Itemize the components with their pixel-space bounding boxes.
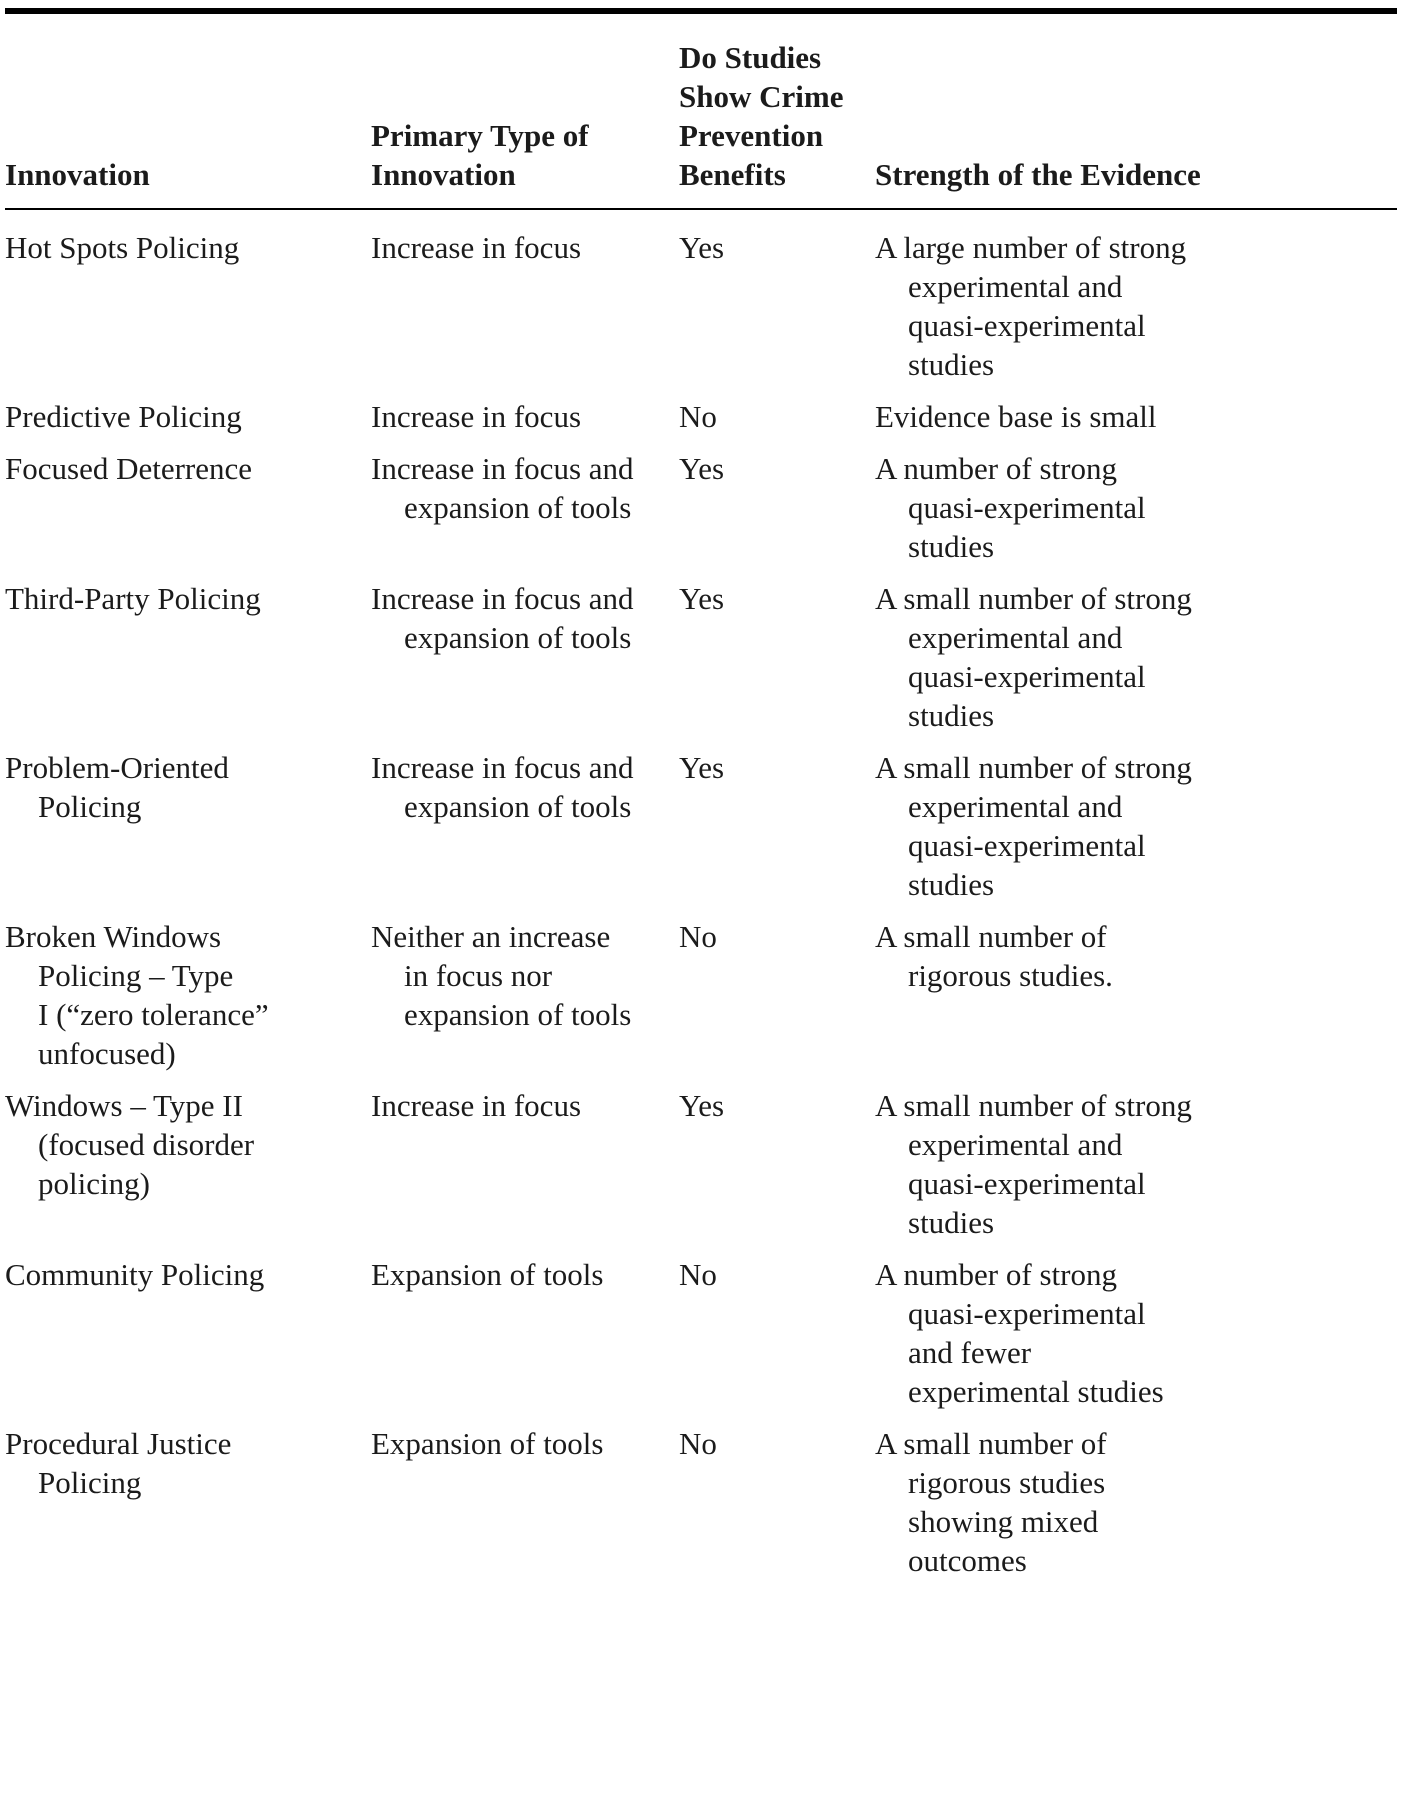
cell-text-line: and fewer [908,1335,1032,1370]
table-cell [875,397,1397,436]
cell-text-line: quasi-experimental [908,490,1146,525]
cell-text-line: Community Policing [5,1257,265,1292]
cell-text-line: studies [908,347,995,382]
cell-text-line: Yes [679,1088,725,1123]
cell-text-line: quasi-experimental [908,1166,1146,1201]
table-cell [371,449,679,527]
cell-text-line: A small number of strong [875,1088,1192,1123]
table-cell [875,917,1397,995]
table-cell [679,449,875,488]
cell-text-line: A number of strong [875,1257,1117,1292]
table-cell [5,748,371,826]
cell-text-line: A small number of strong [875,750,1192,785]
cell-text-line: expansion of tools [404,789,632,824]
cell-text-line: quasi-experimental [908,828,1146,863]
cell-text-line: Increase in focus and [371,451,634,486]
cell-text-line: experimental and [908,269,1123,304]
cell-text-line: Increase in focus and [371,581,634,616]
cell-text-line: A small number of [875,1426,1107,1461]
cell-text-line: Problem-Oriented [5,750,229,785]
table-row [5,579,1397,748]
cell-text-line: quasi-experimental [908,1296,1146,1331]
cell-text-line: A number of strong [875,451,1117,486]
cell-text-line: showing mixed [908,1504,1099,1539]
table-cell [875,748,1397,904]
table-body [5,210,1397,1593]
table-cell [5,397,371,436]
table-cell [679,579,875,618]
cell-text-line: Hot Spots Policing [5,230,240,265]
cell-text-line: Policing [38,789,142,824]
table-cell [371,397,679,436]
table-cell [679,228,875,267]
cell-text-line: Increase in focus [371,230,582,265]
cell-text-line: Focused Deterrence [5,451,253,486]
header-text-line: Do Studies [679,40,822,75]
table-header-row [5,38,1397,210]
header-cell [5,155,371,194]
table-cell [371,1424,679,1463]
cell-text-line: quasi-experimental [908,659,1146,694]
cell-text-line: in focus nor [404,958,553,993]
cell-text-line: Evidence base is small [875,399,1157,434]
cell-text-line: experimental and [908,789,1123,824]
table-cell [875,1086,1397,1242]
table-cell [371,1255,679,1294]
table-cell [371,748,679,826]
header-text-line: Benefits [679,157,786,192]
table-cell [679,748,875,787]
table-cell [679,1086,875,1125]
cell-text-line: No [679,1257,717,1292]
table-cell [679,917,875,956]
cell-text-line: Yes [679,750,725,785]
cell-text-line: policing) [38,1166,150,1201]
cell-text-line: A small number of [875,919,1107,954]
table-cell [679,1255,875,1294]
table-cell [875,228,1397,384]
header-cell [875,155,1397,194]
table-cell [5,579,371,618]
header-cell [371,116,679,194]
cell-text-line: Third-Party Policing [5,581,261,616]
cell-text-line: A large number of strong [875,230,1187,265]
table-cell [875,1424,1397,1580]
table-row [5,748,1397,917]
header-text-line: Innovation [5,157,150,192]
table-cell [5,917,371,1073]
cell-text-line: rigorous studies [908,1465,1106,1500]
header-text-line: Primary Type of [371,118,589,153]
cell-text-line: studies [908,529,995,564]
header-text-line: Prevention [679,118,824,153]
table-row [5,1086,1397,1255]
cell-text-line: Policing [38,1465,142,1500]
cell-text-line: Yes [679,581,725,616]
table-cell [371,228,679,267]
cell-text-line: Increase in focus and [371,750,634,785]
header-cell [679,38,875,194]
cell-text-line: Broken Windows [5,919,222,954]
cell-text-line: experimental and [908,1127,1123,1162]
table-cell [679,397,875,436]
cell-text-line: Procedural Justice [5,1426,232,1461]
table-row [5,1255,1397,1424]
table-cell [875,449,1397,566]
cell-text-line: expansion of tools [404,997,632,1032]
cell-text-line: quasi-experimental [908,308,1146,343]
cell-text-line: A small number of strong [875,581,1192,616]
cell-text-line: (focused disorder [38,1127,255,1162]
table-row [5,1424,1397,1593]
table-cell [875,579,1397,735]
table-cell [5,1255,371,1294]
table-cell [371,1086,679,1125]
table-row [5,397,1397,449]
header-text-line: Strength of the Evidence [875,157,1201,192]
cell-text-line: I (“zero tolerance” [38,997,269,1032]
table-top-rule [5,8,1397,14]
cell-text-line: experimental and [908,620,1123,655]
table-cell [679,1424,875,1463]
cell-text-line: Yes [679,451,725,486]
cell-text-line: experimental studies [908,1374,1164,1409]
cell-text-line: Increase in focus [371,1088,582,1123]
table-cell [5,1086,371,1203]
cell-text-line: studies [908,698,995,733]
cell-text-line: studies [908,867,995,902]
table-cell [371,579,679,657]
cell-text-line: Predictive Policing [5,399,242,434]
cell-text-line: expansion of tools [404,490,632,525]
header-text-line: Innovation [371,157,516,192]
cell-text-line: No [679,399,717,434]
cell-text-line: studies [908,1205,995,1240]
table-cell [5,1424,371,1502]
header-text-line: Show Crime [679,79,844,114]
table-row [5,917,1397,1086]
cell-text-line: outcomes [908,1543,1027,1578]
table-cell [5,449,371,488]
cell-text-line: Windows – Type II [5,1088,243,1123]
table-row [5,449,1397,579]
table-cell [371,917,679,1034]
table-cell [5,228,371,267]
cell-text-line: Yes [679,230,725,265]
cell-text-line: Policing – Type [38,958,234,993]
cell-text-line: No [679,1426,717,1461]
cell-text-line: Expansion of tools [371,1257,604,1292]
cell-text-line: Expansion of tools [371,1426,604,1461]
cell-text-line: Increase in focus [371,399,582,434]
table-cell [875,1255,1397,1411]
cell-text-line: expansion of tools [404,620,632,655]
table-row [5,228,1397,397]
cell-text-line: Neither an increase [371,919,611,954]
cell-text-line: rigorous studies. [908,958,1113,993]
cell-text-line: unfocused) [38,1036,176,1071]
cell-text-line: No [679,919,717,954]
